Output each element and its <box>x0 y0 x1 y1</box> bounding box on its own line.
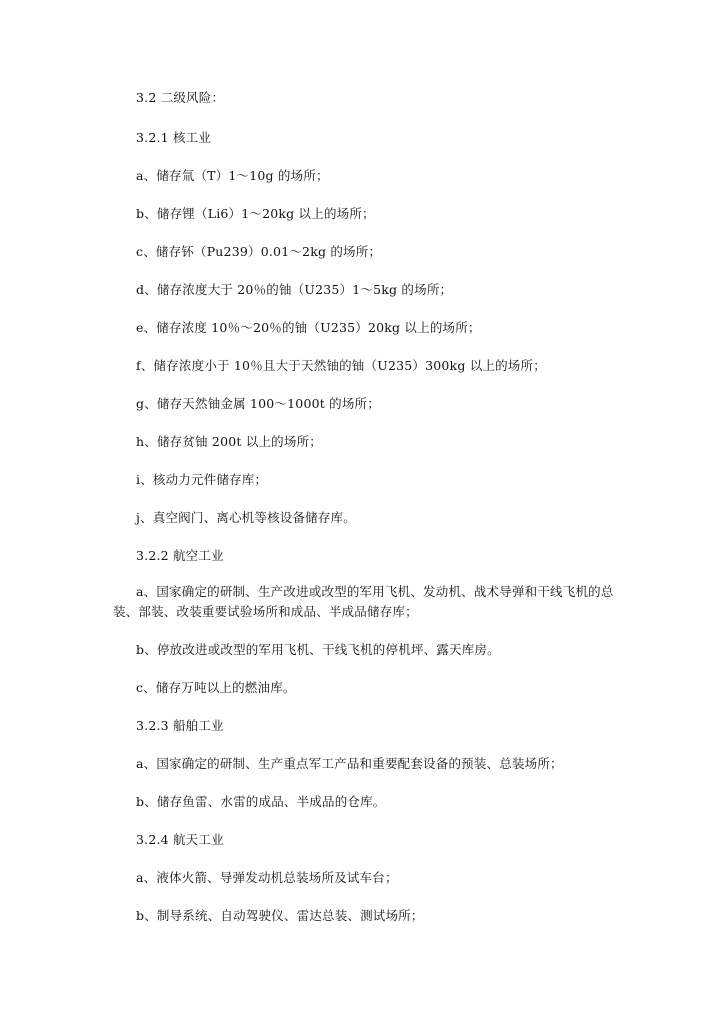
nuclear-item-a: a、储存氚（T）1～10g 的场所； <box>136 168 329 183</box>
space-item-a: a、液体火箭、导弹发动机总装场所及试车台； <box>136 870 398 885</box>
space-item-b: b、制导系统、自动驾驶仪、雷达总装、测试场所； <box>136 908 424 923</box>
ship-item-a: a、国家确定的研制、生产重点军工产品和重要配套设备的预装、总装场所； <box>136 756 563 771</box>
nuclear-item-d: d、储存浓度大于 20％的铀（U235）1～5kg 的场所； <box>136 282 453 297</box>
nuclear-item-e: e、储存浓度 10％～20％的铀（U235）20kg 以上的场所； <box>136 320 481 335</box>
section-heading-3-2-2: 3.2.2 航空工业 <box>136 548 224 563</box>
aviation-item-a-line1: a、国家确定的研制、生产改进或改型的军用飞机、发动机、战术导弹和干线飞机的总 <box>136 584 614 599</box>
section-heading-3-2: 3.2 二级风险： <box>136 90 225 105</box>
section-heading-3-2-3: 3.2.3 船舶工业 <box>136 718 224 733</box>
section-heading-3-2-1: 3.2.1 核工业 <box>136 130 212 145</box>
aviation-item-b: b、停放改进或改型的军用飞机、干线飞机的停机坪、露天库房。 <box>136 642 500 657</box>
aviation-item-a-line2: 装、部装、改装重要试验场所和成品、半成品储存库； <box>113 604 418 619</box>
nuclear-item-f: f、储存浓度小于 10％且大于天然铀的铀（U235）300kg 以上的场所； <box>136 358 546 373</box>
nuclear-item-g: g、储存天然铀金属 100～1000t 的场所； <box>136 396 380 411</box>
nuclear-item-i: i、核动力元件储存库； <box>136 472 268 487</box>
nuclear-item-h: h、储存贫铀 200t 以上的场所； <box>136 434 322 449</box>
section-heading-3-2-4: 3.2.4 航天工业 <box>136 832 224 847</box>
nuclear-item-j: j、真空阀门、离心机等核设备储存库。 <box>136 510 356 525</box>
nuclear-item-b: b、储存锂（Li6）1～20kg 以上的场所； <box>136 206 375 221</box>
ship-item-b: b、储存鱼雷、水雷的成品、半成品的仓库。 <box>136 794 386 809</box>
aviation-item-c: c、储存万吨以上的燃油库。 <box>136 680 296 695</box>
nuclear-item-c: c、储存钚（Pu239）0.01～2kg 的场所； <box>136 244 382 259</box>
